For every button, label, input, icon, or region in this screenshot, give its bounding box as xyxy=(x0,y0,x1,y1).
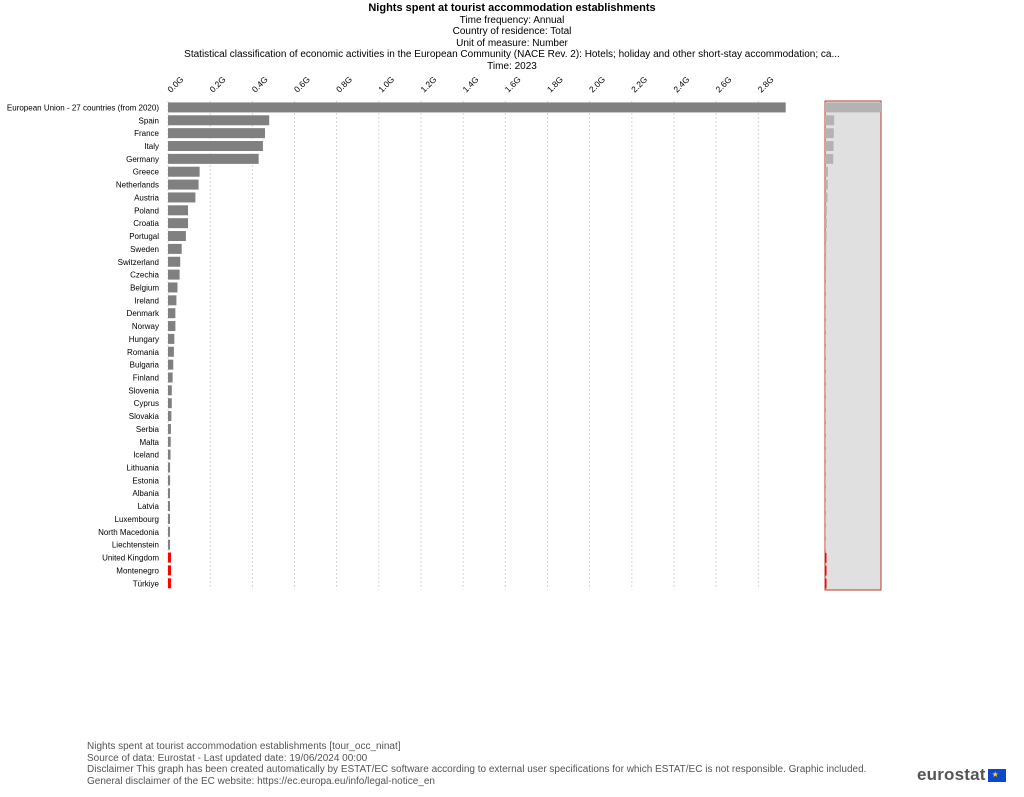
category-label: Czechia xyxy=(130,270,159,280)
category-label: Italy xyxy=(144,142,159,152)
bar xyxy=(168,334,174,344)
overview-bar xyxy=(825,218,827,228)
category-label: Latvia xyxy=(137,502,159,512)
category-label: Croatia xyxy=(133,219,159,229)
bar xyxy=(168,295,176,305)
overview-bar-missing xyxy=(825,553,827,563)
bar xyxy=(168,244,182,254)
bar-missing xyxy=(168,565,171,575)
category-label: United Kingdom xyxy=(102,553,159,563)
category-label: Portugal xyxy=(129,232,159,242)
overview-bar xyxy=(825,270,826,280)
overview-bar xyxy=(825,527,826,537)
overview-bar xyxy=(825,373,826,383)
overview-bar xyxy=(825,244,826,254)
overview-bar xyxy=(825,115,834,125)
overview-bar xyxy=(825,128,834,138)
category-label: Greece xyxy=(132,167,159,177)
bar xyxy=(168,385,172,395)
bar xyxy=(168,514,170,524)
filter-time-frequency: Time frequency: Annual xyxy=(459,14,565,26)
eu-flag-icon: ★ xyxy=(988,769,1006,782)
x-tick-label: 2.0G xyxy=(586,74,608,95)
category-label: Luxembourg xyxy=(114,514,159,524)
category-label: Netherlands xyxy=(115,180,159,190)
overview-bar xyxy=(825,296,826,306)
x-tick-label: 1.0G xyxy=(376,74,397,95)
footer-source-line: Source of data: Eurostat - Last updated date: 19/06/2024 00:00 xyxy=(87,752,368,764)
bar xyxy=(168,282,177,292)
bar xyxy=(168,398,172,408)
footer-dataset-line: Nights spent at tourist accommodation establishments [tour_occ_ninat] xyxy=(87,741,401,752)
eurostat-wordmark: eurostat xyxy=(917,765,986,784)
overview-bar xyxy=(825,205,827,215)
bar xyxy=(168,180,199,190)
bar xyxy=(168,372,173,382)
category-label: Iceland xyxy=(133,450,159,460)
x-tick-label: 0.0G xyxy=(165,74,186,95)
x-tick-label: 0.6G xyxy=(291,74,312,95)
overview-bar xyxy=(825,308,826,318)
category-label: Austria xyxy=(134,193,159,203)
overview-bar xyxy=(825,347,826,357)
category-label: Lithuania xyxy=(126,463,159,473)
overview-bar xyxy=(825,424,826,434)
overview-bar xyxy=(825,489,826,499)
overview-bar xyxy=(825,334,826,344)
category-label: Malta xyxy=(139,437,159,447)
bar xyxy=(168,424,171,434)
bar-missing xyxy=(168,578,171,588)
category-label: Türkiye xyxy=(132,579,159,589)
filter-time: Time: 2023 xyxy=(487,60,537,72)
bar-missing xyxy=(168,553,171,563)
bar xyxy=(168,218,188,228)
category-label: Estonia xyxy=(132,476,159,486)
eurostat-logo xyxy=(917,765,1006,785)
overview-bar xyxy=(825,411,826,421)
category-label: Belgium xyxy=(130,283,159,293)
category-label: Poland xyxy=(134,206,159,216)
category-label: Hungary xyxy=(128,334,159,344)
bar xyxy=(168,527,170,537)
bar xyxy=(168,115,269,125)
footer-disclaimer-line: Disclaimer This graph has been created automatically by ESTAT/EC software according to external user specifications for which ESTAT/EC is not responsible. Graphic included. xyxy=(87,764,867,775)
bar xyxy=(168,360,173,370)
x-tick-label: 1.6G xyxy=(502,74,523,95)
bar xyxy=(168,141,263,151)
x-tick-label: 1.2G xyxy=(418,74,439,95)
category-label: Albania xyxy=(132,489,159,499)
bar xyxy=(168,308,175,318)
category-label: Germany xyxy=(126,154,159,164)
bar xyxy=(168,205,188,215)
bar xyxy=(168,475,170,485)
overview-bar xyxy=(825,450,826,460)
overview-bar xyxy=(825,437,826,447)
footer-legal-line: General disclaimer of the EC website: https://ec.europa.eu/info/legal-notice_en xyxy=(87,775,435,787)
overview-bar xyxy=(825,193,827,203)
category-label: Sweden xyxy=(130,244,159,254)
bar xyxy=(168,167,200,177)
overview-bar xyxy=(825,141,834,151)
overview-panel xyxy=(825,101,881,590)
bar xyxy=(168,270,180,280)
category-label: Denmark xyxy=(126,309,159,319)
bar xyxy=(168,437,171,447)
overview-bar xyxy=(825,398,826,408)
category-label: Slovakia xyxy=(128,412,159,422)
overview-bar xyxy=(825,540,826,550)
x-tick-label: 0.2G xyxy=(207,74,228,95)
bar xyxy=(168,257,180,267)
category-label: Slovenia xyxy=(128,386,159,396)
filter-country-of-residence: Country of residence: Total xyxy=(452,26,572,37)
bar xyxy=(168,321,175,331)
overview-bar xyxy=(825,386,826,396)
category-label: North Macedonia xyxy=(98,527,159,537)
x-tick-label: 2.2G xyxy=(629,74,650,95)
bar xyxy=(168,463,170,473)
bar xyxy=(168,488,170,498)
bar xyxy=(168,411,171,421)
x-tick-label: 0.4G xyxy=(249,74,270,95)
overview-bar xyxy=(825,360,826,370)
x-tick-label: 2.6G xyxy=(713,74,734,95)
overview-bar xyxy=(825,231,827,241)
overview-bar xyxy=(825,321,826,331)
chart-title: Nights spent at tourist accommodation establishments xyxy=(368,2,656,14)
category-label: Norway xyxy=(131,322,159,332)
x-tick-label: 2.8G xyxy=(755,74,776,95)
category-label: Bulgaria xyxy=(129,360,159,370)
overview-bar xyxy=(825,501,826,511)
overview-bar xyxy=(825,257,826,267)
overview-bar-missing xyxy=(825,566,827,576)
filter-nace: Statistical classification of economic activities in the European Community (NACE Rev. 2): Hotels; holiday and other short-stay accommodation; ca... xyxy=(184,49,840,60)
overview-bar xyxy=(825,476,826,486)
category-label: Spain xyxy=(138,116,159,126)
bar xyxy=(168,501,170,511)
bar xyxy=(168,347,174,357)
overview-bar xyxy=(825,283,826,293)
x-tick-label: 1.4G xyxy=(460,74,481,95)
overview-bar xyxy=(825,167,828,177)
x-tick-label: 1.8G xyxy=(544,74,565,95)
filter-unit-of-measure: Unit of measure: Number xyxy=(456,37,568,49)
bar xyxy=(168,540,170,550)
overview-bar xyxy=(825,180,828,190)
overview-bar xyxy=(825,154,833,164)
category-label: France xyxy=(134,129,159,139)
chart-footer xyxy=(87,741,866,787)
category-label: Montenegro xyxy=(116,566,159,576)
bar xyxy=(168,231,186,241)
overview-bar xyxy=(825,463,826,473)
category-label: Finland xyxy=(132,373,159,383)
overview-bar-missing xyxy=(825,579,827,589)
bar xyxy=(168,450,171,460)
category-label: Liechtenstein xyxy=(111,540,159,550)
bar xyxy=(168,128,265,138)
bar xyxy=(168,192,195,202)
category-label: Switzerland xyxy=(117,257,159,267)
category-label: Ireland xyxy=(134,296,159,306)
category-label: European Union - 27 countries (from 2020) xyxy=(6,103,159,113)
category-label: Romania xyxy=(126,347,159,357)
x-tick-label: 0.8G xyxy=(333,74,355,95)
category-label: Cyprus xyxy=(133,399,159,409)
overview-bar xyxy=(825,103,881,113)
category-label: Serbia xyxy=(135,424,159,434)
x-tick-label: 2.4G xyxy=(671,74,692,95)
overview-bar xyxy=(825,514,826,524)
bar xyxy=(168,102,786,112)
bar xyxy=(168,154,259,164)
